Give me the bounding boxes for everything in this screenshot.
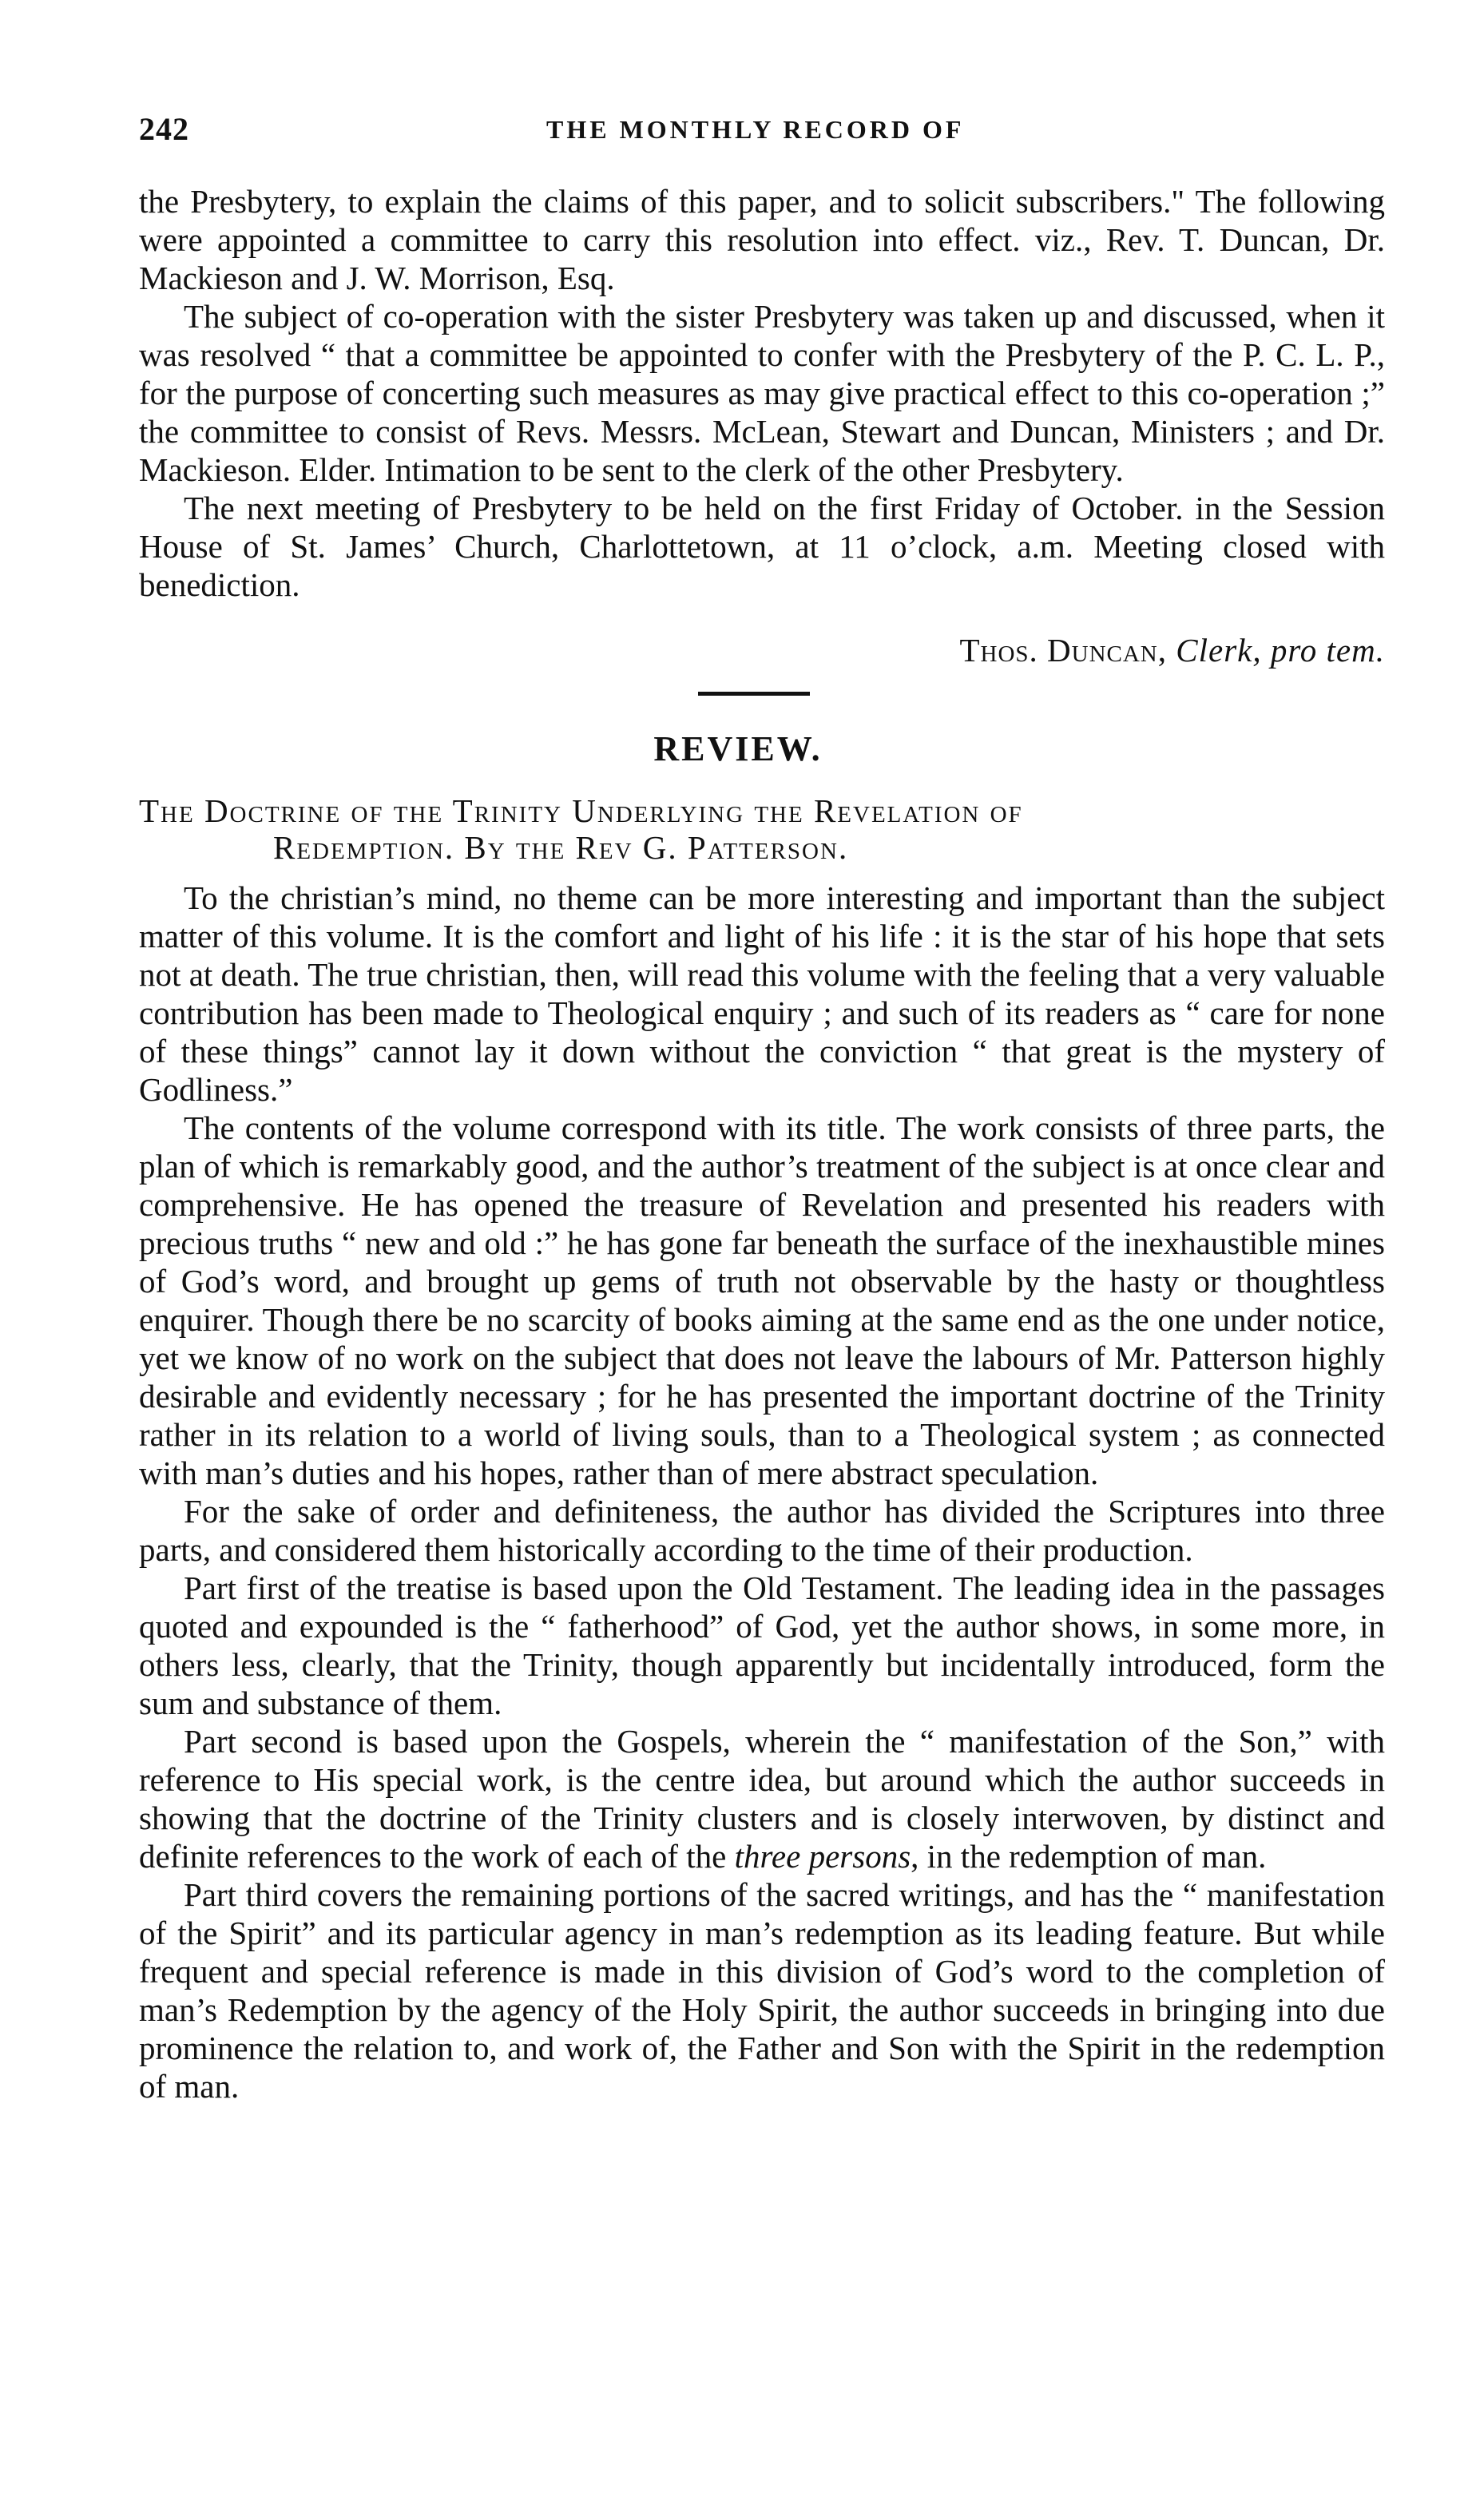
book-title-line-1: The Doctrine of the Trinity Underlying the Revelation of	[139, 792, 1023, 829]
review-text: , in the redemption of man.	[911, 1838, 1267, 1875]
review-heading: REVIEW.	[653, 729, 823, 768]
review-paragraph: Part third covers the remaining portions of the sacred writings, and has the “ manifestation of the Spirit” and its particular agency in man’s redemption as its leading feature. But while frequent and special reference is made in this division of God’s word to the completion of man’s Redemption by the agency of the Holy Spirit, the author succeeds in bringing into due prominence the relation to, and work of, the Father and Son with the Spirit in the redemption of man.	[139, 1876, 1385, 2105]
reviewed-book-title	[139, 792, 1385, 866]
page-number: 242	[139, 111, 189, 147]
page-header	[139, 110, 1385, 158]
signature-name: Thos. Duncan,	[959, 632, 1168, 669]
review-emphasis: three persons	[734, 1838, 911, 1875]
minutes-paragraph: the Presbytery, to explain the claims of this paper, and to solicit subscribers." The following were appointed a committee to carry this resolution into effect. viz., Rev. T. Duncan, Dr. Mackieson and J. W. Morrison, Esq.	[139, 183, 1385, 296]
minutes-paragraph: The next meeting of Presbytery to be held on the first Friday of October. in the Session House of St. James’ Church, Charlottetown, at 11 o’clock, a.m. Meeting closed with benediction.	[139, 490, 1385, 603]
review-body	[139, 879, 1385, 2105]
review-paragraph	[139, 1722, 1385, 1875]
signature-title: Clerk, pro tem.	[1176, 632, 1385, 669]
section-divider	[698, 692, 810, 696]
review-paragraph: Part first of the treatise is based upon the Old Testament. The leading idea in the passages quoted and expounded is the “ fatherhood” of God, yet the author shows, in some more, in others less, clearly, that the Trinity, though apparently but incidentally introduced, form the sum and substance of them.	[139, 1570, 1385, 1721]
running-head: THE MONTHLY RECORD OF	[546, 115, 965, 144]
book-title-line-2: Redemption. By the Rev G. Patterson.	[273, 829, 849, 866]
review-paragraph: To the christian’s mind, no theme can be more interesting and important than the subject matter of this volume. It is the comfort and light of his life : it is the star of his hope that sets not at death. The true christian, then, will read this volume with the feeling that a very valuable contribution has been made to Theological enquiry ; and such of its readers as “ care for none of these things” cannot lay it down without the conviction “ that great is the mystery of Godliness.”	[139, 879, 1385, 1108]
review-text: Part second is based upon the Gospels, wherein the “ manifestation of the Son,” with reference to His special work, is the centre idea, but around which the author succeeds in showing that the doctrine of the Trinity clusters and is closely interwoven, by distinct and definite references to the work of each of the	[139, 1723, 1385, 1875]
minutes-paragraph: The subject of co-operation with the sister Presbytery was taken up and discussed, when it was resolved “ that a committee be appointed to confer with the Presbytery of the P. C. L. P., for the purpose of concerting such measures as may give practical effect to this co-operation ;” the committee to consist of Revs. Messrs. McLean, Stewart and Duncan, Ministers ; and Dr. Mackieson. Elder. Intimation to be sent to the clerk of the other Presbytery.	[139, 298, 1385, 488]
clerk-signature	[959, 631, 1385, 669]
presbytery-minutes	[139, 182, 1385, 604]
review-paragraph: For the sake of order and definiteness, the author has divided the Scriptures into three parts, and considered them historically according to the time of their production.	[139, 1493, 1385, 1568]
review-paragraph: The contents of the volume correspond with its title. The work consists of three parts, the plan of which is remarkably good, and the author’s treatment of the subject is at once clear and comprehensive. He has opened the treasure of Revelation and presented his readers with precious truths “ new and old :” he has gone far beneath the surface of the inexhaustible mines of God’s word, and brought up gems of truth not observable by the hasty or thoughtless enquirer. Though there be no scarcity of books aiming at the same end as the one under notice, yet we know of no work on the subject that does not leave the labours of Mr. Patterson highly desirable and evidently necessary ; for he has presented the important doctrine of the Trinity rather in its relation to a world of living souls, than to a Theological system ; as connected with man’s duties and his hopes, rather than of mere abstract speculation.	[139, 1109, 1385, 1491]
